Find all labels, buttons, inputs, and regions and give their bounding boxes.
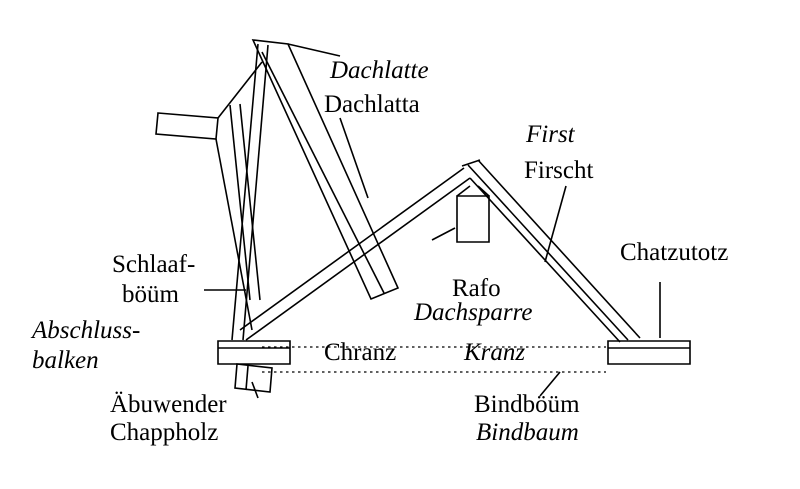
label-aebuwender: Äbuwender (110, 391, 227, 418)
chatzutotz-block (608, 341, 690, 364)
chappholz-inner-line (246, 366, 248, 390)
label-kranz-italic: Kranz (464, 339, 526, 366)
leader-dachlatte (340, 118, 368, 198)
label-abschlussbalken-line2: balken (32, 347, 99, 374)
ridge-apex-detail (462, 160, 480, 166)
label-schlaafboeum-line1: Schlaaf- (112, 251, 196, 278)
leader-first-block (432, 228, 455, 240)
block-left-top (156, 113, 218, 139)
label-rafo: Rafo (452, 275, 501, 302)
label-firscht: Firscht (524, 157, 594, 184)
label-chatzutotz: Chatzutotz (620, 239, 729, 266)
rafter-left-secondary-outer (230, 105, 250, 300)
rafter-left-inner-edge (243, 45, 268, 340)
label-chranz: Chranz (324, 339, 397, 366)
label-dachlatte-italic: Dachlatte (330, 57, 429, 84)
label-bindboeum: Bindböüm (474, 391, 580, 418)
first-block (457, 196, 489, 242)
dachlatte-top-stub (288, 44, 340, 56)
label-first-italic: First (526, 121, 575, 148)
abschlussbalken-block (218, 341, 290, 364)
first-block-top-connector (457, 186, 470, 196)
label-dachsparre-italic: Dachsparre (414, 299, 533, 326)
leader-firscht (545, 186, 566, 262)
first-block-top-connector-2 (478, 186, 489, 196)
label-chappholz: Chappholz (110, 419, 219, 446)
label-abschlussbalken-line1: Abschluss- (32, 317, 141, 344)
label-dachlatta: Dachlatta (324, 91, 420, 118)
dachlatte-center-line (262, 52, 384, 293)
label-schlaafboeum-line2: böüm (122, 281, 179, 308)
label-bindbaum-italic: Bindbaum (476, 419, 579, 446)
